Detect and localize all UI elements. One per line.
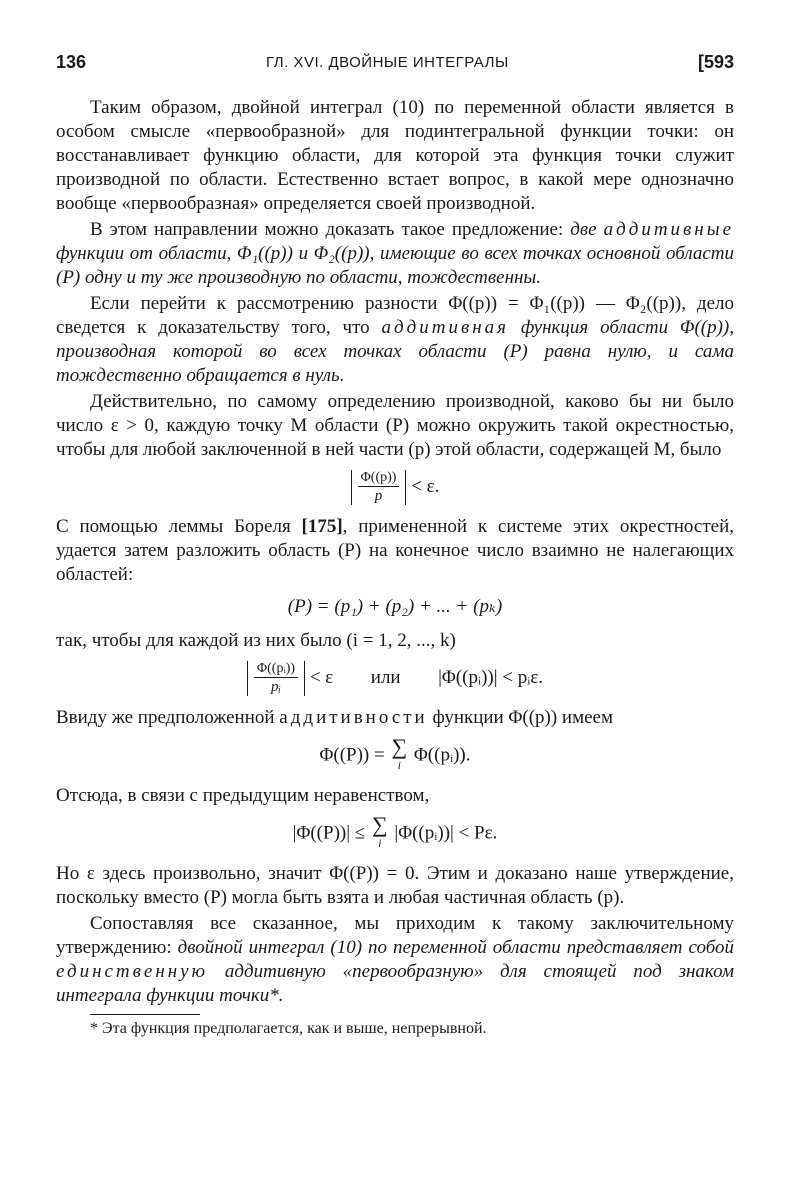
footnote-divider	[90, 1014, 200, 1015]
paragraph-7-lead: Ввиду же предположенной	[56, 707, 275, 728]
paragraph-8: Отсюда, в связи с предыдущим неравенством,	[56, 785, 430, 806]
paragraph-7-spaced: аддитивности	[279, 707, 428, 728]
formula-3-abs	[247, 661, 305, 696]
sum-index: i	[378, 836, 382, 850]
formula-1	[56, 470, 734, 505]
formula-1-denominator: p	[374, 488, 383, 504]
paragraph-7-rest: функции Φ((p)) имеем	[432, 707, 614, 728]
footnote: * Эта функция предполагается, как и выше, непрерывной.	[90, 1020, 487, 1037]
page-body	[56, 96, 734, 1039]
paragraph-5-reference: [175]	[301, 516, 343, 537]
paragraph-3-lead: Если перейти к рассмотрению разности Φ((p)) = Φ₁((p)) — Φ₂((p)), дело сведется к доказательству того, что	[56, 293, 734, 338]
paragraph-10-italic-2: аддитивную «первообразную» для стоящей под знаком интеграла функции точки*.	[56, 961, 734, 1006]
formula-3-denominator: pᵢ	[271, 679, 281, 695]
formula-3-right: |Φ((pᵢ))| < pᵢε.	[438, 666, 544, 688]
formula-2: (P) = (p₁) + (p₂) + ... + (pₖ)	[287, 596, 503, 617]
formula-4-sum	[391, 734, 408, 774]
paragraph-2-spaced: аддитивные	[603, 219, 735, 240]
paragraph-10-lead: Сопоставляя все сказанное, мы приходим к такому заключительному утверждению:	[56, 913, 734, 958]
formula-3-numerator: Φ((pᵢ))	[254, 661, 298, 678]
book-page	[56, 52, 734, 1039]
formula-1-relation: < ε.	[411, 475, 440, 497]
paragraph-10-spaced: единственную	[56, 961, 209, 982]
paragraph-5	[56, 515, 734, 587]
formula-3-fraction	[254, 661, 298, 696]
chapter-title: ГЛ. XVI. ДВОЙНЫЕ ИНТЕГРАЛЫ	[266, 54, 509, 71]
paragraph-3-italic: функция области Φ((p)), производная которой во всех точках области (P) равна нулю, и сама тождественно обращается в нуль.	[56, 317, 735, 386]
paragraph-3-spaced: аддитивная	[381, 317, 509, 338]
formula-3	[56, 661, 734, 696]
paragraph-4: Действительно, по самому определению производной, каково бы ни было число ε > 0, каждую точку M области (P) можно окружить такой окрестностью, чтобы для любой заключенной в ней части (p) этой области, содержащей M, было	[56, 391, 734, 460]
sum-index: i	[397, 758, 401, 772]
paragraph-3	[56, 292, 734, 388]
paragraph-10-italic-1: двойной интеграл (10) по переменной области представляет собой	[177, 937, 735, 958]
paragraph-2-italic-1: две	[570, 219, 597, 240]
running-header	[56, 52, 734, 80]
paragraph-5-lead: С помощью леммы Бореля	[56, 516, 291, 537]
paragraph-2-lead: В этом направлении можно доказать такое предложение:	[90, 219, 564, 240]
section-number: [593	[697, 52, 734, 72]
paragraph-7	[56, 706, 734, 730]
formula-4-left: Φ((P)) =	[319, 744, 385, 766]
paragraph-6: так, чтобы для каждой из них было (i = 1, 2, ..., k)	[56, 630, 456, 651]
formula-3-relation: < ε	[309, 666, 334, 688]
paragraph-9: Но ε здесь произвольно, значит Φ((P)) = 0. Этим и доказано наше утверждение, поскольку вместо (P) могла быть взята и любая частичная область (p).	[56, 863, 734, 908]
paragraph-10	[56, 912, 734, 1008]
sigma-symbol: ∑	[371, 812, 388, 837]
formula-1-abs	[351, 470, 407, 505]
formula-1-numerator: Φ((p))	[358, 470, 400, 487]
formula-5-sum	[371, 812, 388, 852]
page-number: 136	[56, 52, 87, 72]
sigma-symbol: ∑	[391, 734, 408, 759]
formula-5	[56, 812, 734, 852]
paragraph-5-rest: , примененной к системе этих окрестностей, удается затем разложить область (P) на конечное число взаимно не налегающих областей:	[56, 516, 734, 585]
paragraph-2	[56, 218, 734, 290]
paragraph-1: Таким образом, двойной интеграл (10) по переменной области является в особом смысле «первообразной» для подинтегральной функции точки: он восстанавливает функцию области, для которой эта функция точки служит производной по области. Естественно встает вопрос, в какой мере однозначно вообще «первообразная» определяется своей производной.	[56, 97, 734, 214]
formula-5-right: |Φ((pᵢ))| < Pε.	[394, 822, 498, 844]
formula-4	[56, 734, 734, 774]
formula-4-right: Φ((pᵢ)).	[413, 744, 471, 766]
formula-3-or: или	[370, 666, 401, 688]
formula-5-left: |Φ((P))| ≤	[292, 822, 366, 844]
paragraph-2-italic-2: функции от области, Φ₁((p)) и Φ₂((p)), имеющие во всех точках основной области (P) одну и ту же производную по области, тождественны.	[56, 243, 734, 288]
formula-1-fraction	[358, 470, 400, 505]
